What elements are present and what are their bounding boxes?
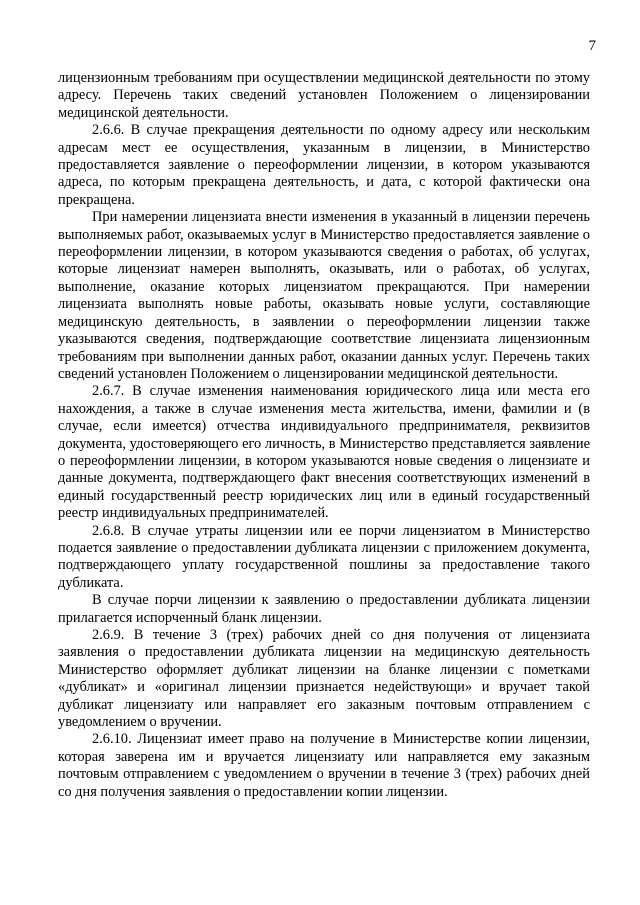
paragraph-damaged-license: В случае порчи лицензии к заявлению о предоставлении дубликата лицензии прилагается испорченный бланк лицензии. bbox=[58, 592, 590, 626]
paragraph-continuation: лицензионным требованиям при осуществлении медицинской деятельности по этому адресу. Перечень таких сведений установлен Положением о лицензировании медицинской деятельности. bbox=[58, 70, 590, 121]
paragraph-2-6-7: 2.6.7. В случае изменения наименования юридического лица или места его нахождения, а также в случае изменения места жительства, имени, фамилии и (в случае, если имеется) отчества индивидуального предпринимателя, реквизитов документа, удостоверяющего его личность, в Министерство представляется заявление о переоформлении лицензии, в котором указываются новые сведения о лицензиате и данные документа, подтверждающего факт внесения соответствующих изменений в единый государственный реестр юридических лиц или в единый государственный реестр индивидуальных предпринимателей. bbox=[58, 383, 590, 522]
page-number: 7 bbox=[588, 38, 596, 54]
paragraph-2-6-10: 2.6.10. Лицензиат имеет право на получение в Министерстве копии лицензии, которая заверена им и вручается лицензиату или направляется ему заказным почтовым отправлением с уведомлением о вручении в течение 3 (трех) рабочих дней со дня получения заявления о предоставлении копии лицензии. bbox=[58, 731, 590, 800]
paragraph-2-6-6: 2.6.6. В случае прекращения деятельности по одному адресу или нескольким адресам мест ее осуществления, указанным в лицензии, в Министерство предоставляется заявление о переоформлении лицензии, в котором указываются адреса, по которым прекращена деятельность, и дата, с которой фактически она прекращена. bbox=[58, 122, 590, 208]
paragraph-2-6-9: 2.6.9. В течение 3 (трех) рабочих дней со дня получения от лицензиата заявления о предоставлении дубликата лицензии на медицинскую деятельность Министерство оформляет дубликат лицензии на бланке лицензии с пометками «дубликат» и «оригинал лицензии признается недействующи» и вручает такой дубликат лицензиату или направляет его заказным почтовым отправлением с уведомлением о вручении. bbox=[58, 627, 590, 731]
document-body bbox=[58, 70, 590, 801]
paragraph-2-6-8: 2.6.8. В случае утраты лицензии или ее порчи лицензиатом в Министерство подается заявление о предоставлении дубликата лицензии с приложением документа, подтверждающего уплату государственной пошлины за предоставление такого дубликата. bbox=[58, 522, 590, 591]
paragraph-change-works-list: При намерении лицензиата внести изменения в указанный в лицензии перечень выполняемых работ, оказываемых услуг в Министерство предоставляется заявление о переоформлении лицензии, в котором указываются сведения о работах, об услугах, которые лицензиат намерен выполнять, оказывать, или о работах, об услугах, выполнение, оказание которых лицензиатом прекращаются. При намерении лицензиата выполнять новые работы, оказывать новые услуги, составляющие медицинскую деятельность, в заявлении о переоформлении лицензии также указываются сведения, подтверждающие соответствие лицензиата лицензионным требованиям при выполнении данных работ, оказании данных услуг. Перечень таких сведений установлен Положением о лицензировании медицинской деятельности. bbox=[58, 209, 590, 382]
